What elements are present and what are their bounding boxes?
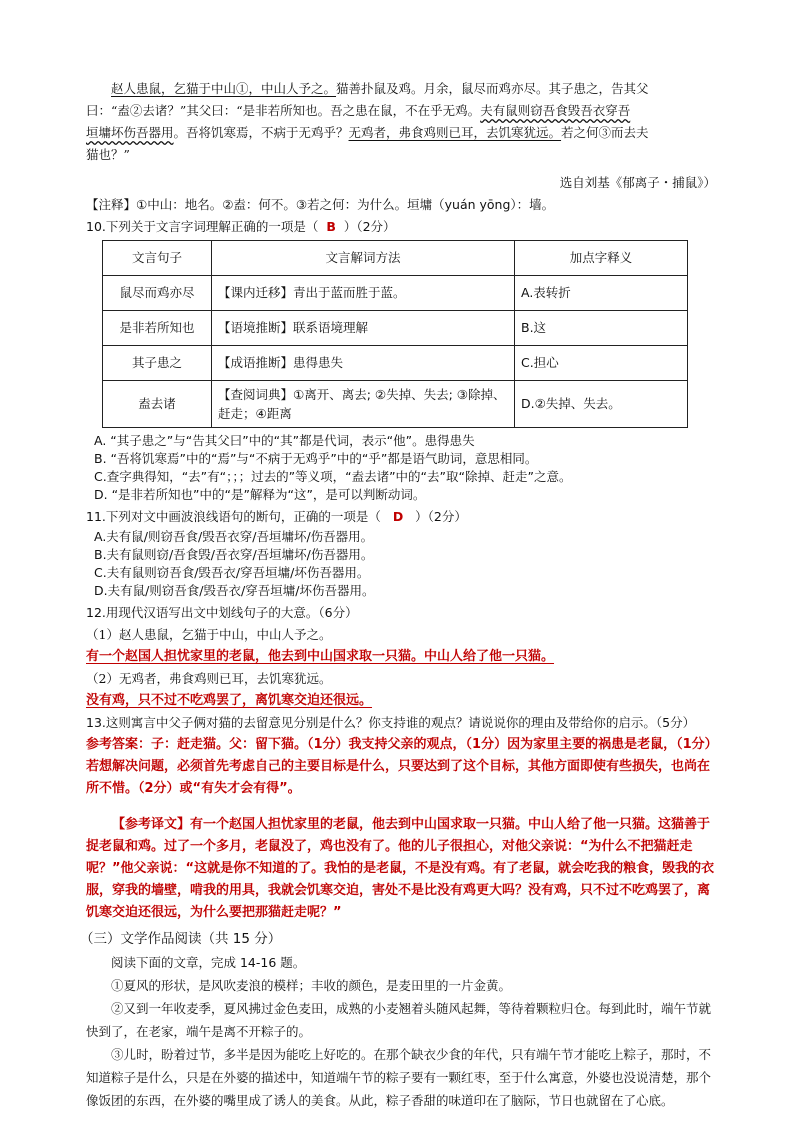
section-3-intro: 阅读下面的文章，完成 14-16 题。	[111, 955, 306, 970]
table-row	[103, 311, 688, 346]
table-header-row	[103, 241, 688, 276]
question-text: 10.下列关于文言字词理解正确的一项是（	[86, 219, 319, 234]
table-cell: 其子患之	[103, 346, 212, 381]
table-cell: C.担心	[515, 346, 688, 381]
question-10-note-a: A. “其子患之”与“告其父曰”中的“其”都是代词，表示“他”。患得患失	[94, 433, 475, 448]
document-page	[80, 78, 716, 1112]
question-11-stem	[86, 506, 716, 528]
passage-text: 。吾将饥寒焉，不病于无鸡乎？	[173, 125, 349, 140]
table-header-cell: 文言句子	[103, 241, 212, 276]
table-row	[103, 381, 688, 428]
section-3-title: （三）文学作品阅读（共 15 分）	[80, 931, 282, 947]
table-cell: 【课内迁移】青出于蓝而胜于蓝。	[212, 276, 515, 311]
question-10-table	[102, 240, 688, 428]
question-11-option-d: D.夫有鼠/则窃吾食/毁吾衣/穿吾垣墉/坏伤吾器用。	[94, 583, 375, 598]
table-header-cell: 加点字释义	[515, 241, 688, 276]
essay-paragraph-2: ②又到一年收麦季，夏风拂过金色麦田，成熟的小麦翘着头随风起舞，等待着颗粒归仓。每到此时，端午节就快到了，在老家，端午是离不开粽子的。	[86, 1001, 712, 1039]
table-cell: 【语境推断】联系语境理解	[212, 311, 515, 346]
passage-line-4: 猫也？”	[86, 147, 130, 162]
question-12-answer-2: 没有鸡，只不过不吃鸡罢了，离饥寒交迫还很远。	[86, 693, 373, 708]
passage-text: 曰：“盍②去诸？”其父曰：“是非若所知也。吾之患在鼠，不在乎无鸡。	[86, 103, 481, 118]
question-12-answer-1: 有一个赵国人担忧家里的老鼠，他去到中山国求取一只猫。中山人给了他一只猫。	[86, 649, 555, 664]
question-13-answer: 参考答案：子：赶走猫。父：留下猫。（1分）我支持父亲的观点，（1分）因为家里主要的祸患是老鼠，（1分）若想解决问题，必须首先考虑自己的主要目标是什么，只要达到了这个目标，其他方面即使有些损失，也尚在所不惜。（2分）或“有失才会有得”。	[86, 737, 712, 796]
table-row	[103, 276, 688, 311]
question-11-option-b: B.夫有鼠则窃/吾食毁/吾衣穿/吾垣墉坏/伤吾器用。	[94, 547, 374, 562]
question-12-stem: 12.用现代汉语写出文中划线句子的大意。（6分）	[86, 605, 358, 620]
passage-text: 猫善扑鼠及鸡。月余，鼠尽而鸡亦尽。其子患之，告其父	[336, 81, 649, 96]
reference-translation: 【参考译文】有一个赵国人担忧家里的老鼠，他去到中山国求取一只猫。中山人给了他一只猫。这猫善于捉老鼠和鸡。过了一个多月，老鼠没了，鸡也没有了。他的儿子很担心，对他父亲说：“为什么不把猫赶走呢？”他父亲说：“这就是你不知道的了。我怕的是老鼠，不是没有鸡。有了老鼠，就会吃我的粮食，毁我的衣服，穿我的墙壁，啃我的用具，我就会饥寒交迫，害处不是比没有鸡更大吗？没有鸡，只不过不吃鸡罢了，离饥寒交迫还很远，为什么要把那猫赶走呢？”	[86, 817, 715, 920]
answer-mark: B	[326, 219, 336, 234]
passage-wavy-sentence: 夫有鼠则窃吾食毁吾衣穿吾	[480, 103, 631, 118]
question-11-option-a: A.夫有鼠/则窃吾食/毁吾衣穿/吾垣墉坏/伤吾器用。	[94, 529, 374, 544]
answer-mark: D	[392, 509, 404, 524]
question-11-option-c: C.夫有鼠则窃吾食/毁吾衣/穿吾垣墉/坏伤吾器用。	[94, 565, 370, 580]
question-text: ）（2分）	[343, 219, 396, 234]
table-cell: A.表转折	[515, 276, 688, 311]
essay-paragraph-3: ③儿时，盼着过节，多半是因为能吃上好吃的。在那个缺衣少食的年代，只有端午节才能吃上粽子，那时，不知道粽子是什么，只是在外婆的描述中，知道端午节的粽子要有一颗红枣，至于什么寓意，外婆也没说清楚，那个像饭团的东西，在外婆的嘴里成了诱人的美食。从此，粽子香甜的味道印在了脑际，节日也就留在了心底。	[86, 1047, 712, 1108]
passage-underlined-sentence-2: 无鸡者，弗食鸡则已耳，去饥寒犹远。	[348, 125, 562, 140]
table-cell: 【成语推断】患得患失	[212, 346, 515, 381]
table-cell: B.这	[515, 311, 688, 346]
question-10-note-b: B. “吾将饥寒焉”中的“焉”与“不病于无鸡乎”中的“乎”都是语气助词，意思相同。	[94, 451, 538, 466]
table-cell: 是非若所知也	[103, 311, 212, 346]
table-cell: 【查阅词典】①离开、离去; ②失掉、失去; ③除掉、赶走；④距离	[212, 381, 515, 428]
table-cell: 鼠尽而鸡亦尽	[103, 276, 212, 311]
passage-source: 选自刘基《郁离子・捕鼠》）	[559, 175, 716, 190]
question-10-note-d: D. “是非若所知也”中的“是”解释为“这”，是可以判断动词。	[94, 487, 426, 502]
question-10-note-c: C.查字典得知，“去”有“；；；过去的”等义项，“盍去诸”中的“去”取“除掉、赶走”之意。	[94, 469, 572, 484]
annotation-note: 【注释】①中山：地名。②盍：何不。③若之何：为什么。垣墉（yuán yōng）：墙。	[86, 197, 555, 212]
passage-underlined-sentence-1: 赵人患鼠，乞猫于中山①，中山人予之。	[111, 81, 337, 96]
question-text: ）（2分）	[415, 509, 467, 524]
question-text: 11.下列对文中画波浪线语句的断句，正确的一项是（	[86, 509, 381, 524]
passage-line-3	[86, 122, 716, 144]
table-cell: 盍去诸	[103, 381, 212, 428]
passage-line-1	[86, 78, 716, 100]
table-cell: D.②失掉、失去。	[515, 381, 688, 428]
essay-paragraph-1: ①夏风的形状，是风吹麦浪的模样；丰收的颜色，是麦田里的一片金黄。	[111, 978, 512, 993]
question-13-stem: 13.这则寓言中父子俩对猫的去留意见分别是什么？你支持谁的观点？请说说你的理由及带给你的启示。（5分）	[86, 715, 696, 730]
question-12-sentence-2: （2）无鸡者，弗食鸡则已耳，去饥寒犹远。	[86, 671, 332, 686]
question-10-stem	[86, 216, 716, 238]
passage-text: 若之何③而去夫	[561, 125, 649, 140]
passage-line-2	[86, 100, 716, 122]
table-row	[103, 346, 688, 381]
question-12-sentence-1: （1）赵人患鼠，乞猫于中山，中山人予之。	[86, 627, 332, 642]
passage-wavy-sentence-cont: 垣墉坏伤吾器用	[86, 125, 174, 140]
table-header-cell: 文言解词方法	[212, 241, 515, 276]
